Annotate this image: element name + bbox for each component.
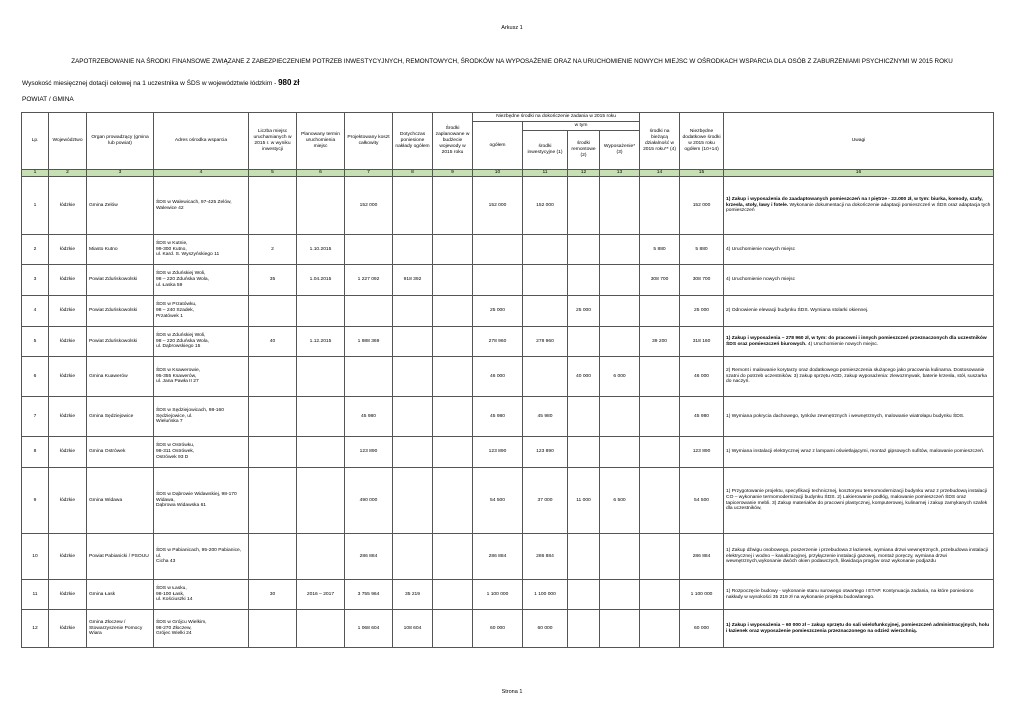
cell-dodatkowe: 46 000 <box>680 357 724 397</box>
address-line: Grójec Wielki 24 <box>156 631 192 637</box>
address-line: Przatówek 1 <box>156 313 183 319</box>
cell-inwestycyjne: 123 890 <box>523 437 568 468</box>
cell-adres <box>154 265 249 296</box>
cell-liczba-miejsc <box>249 610 297 648</box>
cell-dotychczas: 918 392 <box>393 265 433 296</box>
table-row <box>22 397 994 437</box>
address-line: ŚDS w Ksawerowie, <box>156 367 201 373</box>
cell-liczba-miejsc <box>249 296 297 327</box>
address-line: 99-300 Kutno, <box>156 246 187 252</box>
cell-dodatkowe: 1 100 000 <box>680 580 724 610</box>
cell-organ: Miasto Kutno <box>87 235 154 265</box>
cell-adres <box>154 177 249 235</box>
cell-organ: Gmina Sędziejowice <box>87 397 154 437</box>
cell-inwestycyjne <box>523 235 568 265</box>
header-lp: Lp. <box>22 113 49 170</box>
cell-lp: 11 <box>22 580 49 610</box>
cell-wyposazenie <box>600 327 640 357</box>
table-row <box>22 534 994 580</box>
cell-remontowe <box>568 177 600 235</box>
cell-dotychczas <box>393 235 433 265</box>
cell-remontowe <box>568 534 600 580</box>
column-number: 10 <box>473 170 523 177</box>
cell-adres <box>154 468 249 534</box>
cell-termin: 1.10.2015 <box>297 235 345 265</box>
address-line: ŚDS w Dąbrowie Widawskiej, 98-170 Widawa, <box>156 491 237 503</box>
cell-wyposazenie <box>600 265 640 296</box>
subsidy-unit: zł <box>293 78 300 87</box>
cell-liczba-miejsc <box>249 397 297 437</box>
subsidy-label: Wysokość miesięcznej dotacji celowej na 1 uczestnika w ŚDS w województwie łódzkim - <box>22 80 277 87</box>
address-line: ŚDS w Przatówku, <box>156 302 197 308</box>
cell-wyposazenie <box>600 534 640 580</box>
cell-lp: 9 <box>22 468 49 534</box>
cell-dodatkowe: 45 980 <box>680 397 724 437</box>
cell-ogolem: 278 960 <box>473 327 523 357</box>
subsidy-line <box>22 78 299 87</box>
header-koszt: Projektowany koszt całkowity <box>345 113 393 170</box>
cell-lp: 3 <box>22 265 49 296</box>
note-text: 1) Przygotowanie projektu, specyfikacji technicznej, kosztorysu termomodernizacji budynku wraz z przebudową instalacji CO – wykonanie termomodernizacji budynku ŚDS. 2) Lakierowanie podłóg, malowanie pomieszczeń ŚDS oraz tapicerowanie mebli. 3) Zakup materiałów do pracowni plastycznej, komputerowej, kulinarnej i zakup zamykanych szafek dla uczestników, <box>726 488 988 512</box>
cell-wyposazenie <box>600 397 640 437</box>
document-title: ZAPOTRZEBOWANIE NA ŚRODKI FINANSOWE ZWIĄZANE Z ZABEZPIECZENIEM POTRZEB INWESTYCYJNYCH, REMONTOWYCH, ŚRODKÓW NA WYPOSAŻENIE ORAZ NA URUCHOMIENIE NOWYCH MIEJSC W OŚRODKACH WSPARCIA DLA OSÓB Z ZABURZENIAMI PSYCHICZNYMI W 2015 ROKU <box>71 58 953 65</box>
cell-remontowe: 40 000 <box>568 357 600 397</box>
cell-termin: 1.04.2015 <box>297 265 345 296</box>
region-label: POWIAT / GMINA <box>22 96 74 103</box>
cell-srodki-budzet <box>433 296 473 327</box>
cell-liczba-miejsc <box>249 534 297 580</box>
cell-uwagi <box>724 357 994 397</box>
cell-inwestycyjne <box>523 357 568 397</box>
cell-organ: Gmina Ostrówek <box>87 437 154 468</box>
column-number: 16 <box>724 170 994 177</box>
cell-termin: 1.12.2015 <box>297 327 345 357</box>
cell-dotychczas <box>393 357 433 397</box>
cell-adres <box>154 357 249 397</box>
cell-liczba-miejsc: 35 <box>249 265 297 296</box>
cell-ogolem: 45 980 <box>473 397 523 437</box>
cell-wojewodztwo: łódzkie <box>49 265 87 296</box>
address-line: ul. Dąbrowskiego 15 <box>156 344 201 350</box>
cell-koszt: 3 755 964 <box>345 580 393 610</box>
cell-dodatkowe: 123 890 <box>680 437 724 468</box>
table-row <box>22 357 994 397</box>
column-number: 13 <box>600 170 640 177</box>
cell-organ: Gmina Widawa <box>87 468 154 534</box>
cell-remontowe <box>568 610 600 648</box>
cell-srodki-budzet <box>433 177 473 235</box>
header-ogolem: ogółem <box>473 122 523 170</box>
header-biezaca: środki na bieżącą działalność w 2015 roku** (4) <box>640 113 680 170</box>
address-line: 98 – 240 Szadek, <box>156 308 195 314</box>
cell-srodki-budzet <box>433 327 473 357</box>
cell-termin <box>297 610 345 648</box>
table-row <box>22 580 994 610</box>
cell-biezaca <box>640 357 680 397</box>
table-row <box>22 296 994 327</box>
table-row <box>22 177 994 235</box>
cell-biezaca <box>640 397 680 437</box>
cell-termin <box>297 296 345 327</box>
cell-lp: 8 <box>22 437 49 468</box>
cell-wojewodztwo: łódzkie <box>49 235 87 265</box>
cell-termin: 2016 – 2017 <box>297 580 345 610</box>
cell-remontowe <box>568 235 600 265</box>
cell-liczba-miejsc <box>249 177 297 235</box>
cell-dotychczas: 108 604 <box>393 610 433 648</box>
address-line: ŚDS w Walewicach, 97-425 Zelów, <box>156 199 232 205</box>
cell-koszt: 1 227 092 <box>345 265 393 296</box>
cell-uwagi <box>724 610 994 648</box>
cell-organ: Gmina Łask <box>87 580 154 610</box>
cell-ogolem <box>473 235 523 265</box>
column-number: 11 <box>523 170 568 177</box>
cell-remontowe <box>568 437 600 468</box>
address-line: Walewice 42 <box>156 205 184 211</box>
column-number: 7 <box>345 170 393 177</box>
address-line: ŚDS w Kutnie, <box>156 240 188 246</box>
cell-ogolem: 25 000 <box>473 296 523 327</box>
cell-lp: 5 <box>22 327 49 357</box>
header-srodki-budzet: Środki zaplanowane w budżecie wojewody w 2015 roku <box>433 113 473 170</box>
cell-koszt: 152 000 <box>345 177 393 235</box>
cell-uwagi <box>724 534 994 580</box>
cell-koszt: 1 068 604 <box>345 610 393 648</box>
column-number: 9 <box>433 170 473 177</box>
cell-wyposazenie <box>600 580 640 610</box>
cell-dodatkowe: 318 160 <box>680 327 724 357</box>
cell-biezaca <box>640 580 680 610</box>
cell-uwagi <box>724 177 994 235</box>
header-wyposazenie: Wyposażenie* (3) <box>600 131 640 170</box>
cell-wojewodztwo: łódzkie <box>49 397 87 437</box>
cell-inwestycyjne: 37 000 <box>523 468 568 534</box>
cell-uwagi <box>724 235 994 265</box>
note-text: 1) Wymiana instalacji elektrycznej wraz z lampami oświetlającymi, montaż gipsowych sufitów, malowanie pomieszczeń. <box>726 449 985 455</box>
address-line: 95-355 Ksawerów, <box>156 373 197 379</box>
cell-adres <box>154 327 249 357</box>
header-wojewodztwo: Województwo <box>49 113 87 170</box>
header-dotychczas: Dotychczas poniesione nakłady ogółem <box>393 113 433 170</box>
cell-dodatkowe: 286 884 <box>680 534 724 580</box>
cell-wyposazenie: 6 000 <box>600 357 640 397</box>
cell-wyposazenie <box>600 235 640 265</box>
note-text: 2) Odnowienie elewacji budynku ŚDS. Wymiana stolarki okiennej. <box>726 308 869 314</box>
cell-adres <box>154 534 249 580</box>
cell-wojewodztwo: łódzkie <box>49 296 87 327</box>
cell-ogolem: 54 500 <box>473 468 523 534</box>
cell-biezaca <box>640 177 680 235</box>
cell-lp: 10 <box>22 534 49 580</box>
cell-biezaca: 308 700 <box>640 265 680 296</box>
cell-dodatkowe: 60 000 <box>680 610 724 648</box>
cell-koszt: 490 000 <box>345 468 393 534</box>
address-line: ŚDS w Grójcu Wielkim, <box>156 619 207 625</box>
cell-biezaca <box>640 534 680 580</box>
header-adres: Adres ośrodka wsparcia <box>154 113 249 170</box>
cell-wojewodztwo: łódzkie <box>49 610 87 648</box>
column-number-row <box>22 170 994 177</box>
cell-inwestycyjne: 60 000 <box>523 610 568 648</box>
table-row <box>22 437 994 468</box>
column-number: 12 <box>568 170 600 177</box>
cell-termin <box>297 177 345 235</box>
cell-wyposazenie: 6 500 <box>600 468 640 534</box>
cell-biezaca: 5 880 <box>640 235 680 265</box>
cell-lp: 12 <box>22 610 49 648</box>
cell-adres <box>154 397 249 437</box>
note-text: 1) Wymiana pokrycia dachowego, tynków zewnętrznych i wewnętrznych, malowanie wiatrołapu budynku ŚDS. <box>726 413 965 419</box>
cell-uwagi <box>724 296 994 327</box>
cell-lp: 4 <box>22 296 49 327</box>
table-row <box>22 265 994 296</box>
cell-dotychczas <box>393 468 433 534</box>
address-line: ul. Kościuszki 14 <box>156 597 193 603</box>
cell-lp: 6 <box>22 357 49 397</box>
cell-liczba-miejsc: 40 <box>249 327 297 357</box>
cell-organ: Powiat Zduńskowolski <box>87 327 154 357</box>
cell-wyposazenie <box>600 177 640 235</box>
cell-organ: Powiat Zduńskowolski <box>87 296 154 327</box>
note-text: 4) Uruchomienie nowych miejsc <box>726 246 796 252</box>
cell-dotychczas <box>393 327 433 357</box>
cell-adres <box>154 580 249 610</box>
cell-biezaca <box>640 296 680 327</box>
cell-liczba-miejsc: 2 <box>249 235 297 265</box>
cell-srodki-budzet <box>433 437 473 468</box>
note-bold-text: 1) Zakup i wyposażenia – 60 000 zł – zakup sprzętu do sali wielofunkcyjnej, pomieszczeń administracyjnych, holu i łazienek oraz wyposażenie pomieszczenia przeznaczonego na odzież wierzchnią. <box>726 622 990 634</box>
header-dodatkowe: Niezbędne dodatkowe środki w 2015 roku ogółem (10+14) <box>680 113 724 170</box>
cell-remontowe <box>568 580 600 610</box>
table-row <box>22 610 994 648</box>
cell-termin <box>297 468 345 534</box>
cell-ogolem: 1 100 000 <box>473 580 523 610</box>
cell-organ: Gmina Kuawerów <box>87 357 154 397</box>
column-number: 15 <box>680 170 724 177</box>
address-line: 98-311 Ostrówek, <box>156 449 195 455</box>
cell-wojewodztwo: łódzkie <box>49 580 87 610</box>
cell-lp: 7 <box>22 397 49 437</box>
cell-adres <box>154 610 249 648</box>
cell-inwestycyjne: 286 884 <box>523 534 568 580</box>
cell-ogolem: 60 000 <box>473 610 523 648</box>
cell-lp: 2 <box>22 235 49 265</box>
table-row <box>22 327 994 357</box>
header-inwestycyjne: środki inwestycyjne (1) <box>523 131 568 170</box>
cell-uwagi <box>724 397 994 437</box>
cell-dotychczas: 35 219 <box>393 580 433 610</box>
column-number: 14 <box>640 170 680 177</box>
address-line: Dąbrowa Widawska 61 <box>156 503 207 509</box>
cell-termin <box>297 357 345 397</box>
cell-remontowe: 11 000 <box>568 468 600 534</box>
cell-dotychczas <box>393 177 433 235</box>
cell-uwagi <box>724 468 994 534</box>
cell-srodki-budzet <box>433 534 473 580</box>
sheet-label: Arkusz 1 <box>501 25 523 31</box>
note-text: 1) Zakup dźwigu osobowego, poszerzenie i przebudowa 2 łazienek, wymiana drzwi wewnętrznych, przebudowa instalacji elektrycznej i wodno – kanalizacyjnej, przyłączenie instalacji gazowej, montaż poręczy, wymiana drzwi wewnętrznych,wykonanie dwóch okien podawczych, likwidacja progów oraz wykonanie podjazdu <box>726 547 988 565</box>
cell-biezaca <box>640 610 680 648</box>
address-line: Cicha 43 <box>156 559 176 565</box>
cell-srodki-budzet <box>433 357 473 397</box>
cell-remontowe <box>568 265 600 296</box>
cell-koszt <box>345 235 393 265</box>
cell-dodatkowe: 308 700 <box>680 265 724 296</box>
cell-dotychczas <box>393 296 433 327</box>
cell-adres <box>154 296 249 327</box>
cell-dodatkowe: 5 880 <box>680 235 724 265</box>
cell-uwagi <box>724 580 994 610</box>
cell-lp: 1 <box>22 177 49 235</box>
cell-dodatkowe: 25 000 <box>680 296 724 327</box>
cell-liczba-miejsc: 30 <box>249 580 297 610</box>
cell-biezaca <box>640 437 680 468</box>
address-line: Wieluńska 7 <box>156 419 183 425</box>
header-uwagi: Uwagi <box>724 113 994 170</box>
cell-liczba-miejsc <box>249 468 297 534</box>
cell-wojewodztwo: łódzkie <box>49 468 87 534</box>
note-bold-text: 1) Zakup i wyposażenia do zaadaptowanych pomieszczeń na I piętrze - 22.000 zł, w tym: biurka, komody, szafy, krzesła, stoły, ławy i fotele. <box>726 196 983 208</box>
address-line: ul. Łaska 59 <box>156 282 183 288</box>
cell-uwagi <box>724 327 994 357</box>
cell-dodatkowe: 54 500 <box>680 468 724 534</box>
cell-inwestycyjne: 1 100 000 <box>523 580 568 610</box>
table-row <box>22 468 994 534</box>
cell-wojewodztwo: łódzkie <box>49 534 87 580</box>
cell-koszt <box>345 296 393 327</box>
cell-wojewodztwo: łódzkie <box>49 357 87 397</box>
cell-koszt <box>345 357 393 397</box>
cell-ogolem: 152 000 <box>473 177 523 235</box>
address-line: 98-270 Złoczew, <box>156 625 192 631</box>
address-line: ŚDS w Ostrówku, <box>156 443 195 449</box>
address-line: ŚDS w Zduńskiej Woli, <box>156 332 206 338</box>
header-termin: Planowany termin uruchomienia miejsc <box>297 113 345 170</box>
cell-ogolem: 123 890 <box>473 437 523 468</box>
cell-wojewodztwo: łódzkie <box>49 177 87 235</box>
note-text: 4) Uruchomienie nowych miejsc. <box>807 341 879 347</box>
column-number: 6 <box>297 170 345 177</box>
requirements-table <box>21 112 994 648</box>
cell-wojewodztwo: łódzkie <box>49 437 87 468</box>
page-footer: Strona 1 <box>501 689 523 695</box>
cell-inwestycyjne: 45 980 <box>523 397 568 437</box>
cell-inwestycyjne <box>523 296 568 327</box>
cell-adres <box>154 437 249 468</box>
cell-adres <box>154 235 249 265</box>
address-line: ŚDS w Pabianicach, 95-200 Pabianice, ul. <box>156 547 242 559</box>
header-organ: Organ prowadzący (gmina lub powiat) <box>87 113 154 170</box>
address-line: 98-100 Łask, <box>156 591 185 597</box>
cell-srodki-budzet <box>433 235 473 265</box>
cell-remontowe: 25 000 <box>568 296 600 327</box>
header-liczba-miejsc: Liczba miejsc uruchamianych w 2015 r. w wyniku inwestycji <box>249 113 297 170</box>
cell-remontowe <box>568 397 600 437</box>
address-line: ŚDS w Zduńskiej Woli, <box>156 271 206 277</box>
address-line: ŚDS w Sędziejowicach, 98-160 Sędziejowice, ul. <box>156 407 224 419</box>
cell-ogolem: 286 884 <box>473 534 523 580</box>
address-line: ul. Jana Pawła II 27 <box>156 379 199 385</box>
address-line: Ostrówek 93 D <box>156 454 189 460</box>
column-number: 8 <box>393 170 433 177</box>
cell-wojewodztwo: łódzkie <box>49 327 87 357</box>
cell-wyposazenie <box>600 610 640 648</box>
address-line: ŚDS w Łasku, <box>156 585 187 591</box>
note-bold-text: 1) Zakup i wyposażenia – 278 960 zł, w tym: do pracowni i innych pomieszczeń przeznaczonych dla uczestników ŚDS oraz pomieszczeń biurowych. <box>726 335 987 347</box>
column-number: 4 <box>154 170 249 177</box>
cell-srodki-budzet <box>433 610 473 648</box>
cell-biezaca: 39 200 <box>640 327 680 357</box>
cell-wyposazenie <box>600 437 640 468</box>
cell-koszt: 123 890 <box>345 437 393 468</box>
header-w-tym: w tym <box>523 122 640 131</box>
note-text: 2) Remont i malowanie korytarzy oraz dodatkowego pomieszczenia służącego jako pracownia kulinarna. Dostosowanie szatni do potrzeb uczestników. 3) zakup sprzętu AGD, zakup wyposażenia: zlewozmywak, baterie krzesła, stół, suszarka do naczyń. <box>726 367 987 385</box>
header-remontowe: środki remontowe (2) <box>568 131 600 170</box>
column-number: 5 <box>249 170 297 177</box>
address-line: 98 – 220 Zduńska Wola, <box>156 277 209 283</box>
cell-koszt: 1 988 369 <box>345 327 393 357</box>
cell-inwestycyjne: 152 000 <box>523 177 568 235</box>
cell-srodki-budzet <box>433 397 473 437</box>
table-row <box>22 235 994 265</box>
cell-wyposazenie <box>600 296 640 327</box>
cell-termin <box>297 397 345 437</box>
note-text: 1) Rozpoczęcie budowy - wykonanie stanu surowego otwartego I ETAP. Kontynuacja zadania, na które poniesiono nakłady w wysokości 35 219 zł na wykonanie projektu budowlanego. <box>726 588 974 600</box>
address-line: ul. Kard. S. Wyszyńskiego 11 <box>156 252 220 258</box>
cell-srodki-budzet <box>433 580 473 610</box>
cell-organ: Gmina Złoczew / Stowarzyszenie Pomocy Wiara <box>87 610 154 648</box>
note-text: Wykonanie dokumentacji na dokończenie adaptacji pomieszczeń w ŚDS oraz adaptacja tych pomieszczeń <box>726 202 991 214</box>
cell-organ: Gmina Zelów <box>87 177 154 235</box>
column-number: 2 <box>49 170 87 177</box>
cell-dotychczas <box>393 437 433 468</box>
cell-uwagi <box>724 265 994 296</box>
note-text: 4) Uruchomienie nowych miejsc <box>726 277 796 283</box>
cell-remontowe <box>568 327 600 357</box>
cell-srodki-budzet <box>433 265 473 296</box>
cell-biezaca <box>640 468 680 534</box>
cell-liczba-miejsc <box>249 357 297 397</box>
cell-organ: Powiat Pabianicki / PSOUU <box>87 534 154 580</box>
cell-liczba-miejsc <box>249 437 297 468</box>
cell-koszt: 45 980 <box>345 397 393 437</box>
cell-inwestycyjne <box>523 265 568 296</box>
cell-termin <box>297 534 345 580</box>
cell-dotychczas <box>393 397 433 437</box>
cell-uwagi <box>724 437 994 468</box>
column-number: 3 <box>87 170 154 177</box>
cell-srodki-budzet <box>433 468 473 534</box>
cell-termin <box>297 437 345 468</box>
cell-ogolem: 46 000 <box>473 357 523 397</box>
cell-dodatkowe: 152 000 <box>680 177 724 235</box>
subsidy-amount: 980 <box>278 78 292 87</box>
column-number: 1 <box>22 170 49 177</box>
cell-ogolem <box>473 265 523 296</box>
header-niezbedne: Niezbędne środki na dokończenie zadania w 2015 roku <box>473 113 640 122</box>
cell-koszt: 286 884 <box>345 534 393 580</box>
cell-organ: Powiat Zduńskowolski <box>87 265 154 296</box>
cell-inwestycyjne: 278 960 <box>523 327 568 357</box>
cell-dotychczas <box>393 534 433 580</box>
address-line: 98 – 220 Zduńska Wola, <box>156 338 209 344</box>
